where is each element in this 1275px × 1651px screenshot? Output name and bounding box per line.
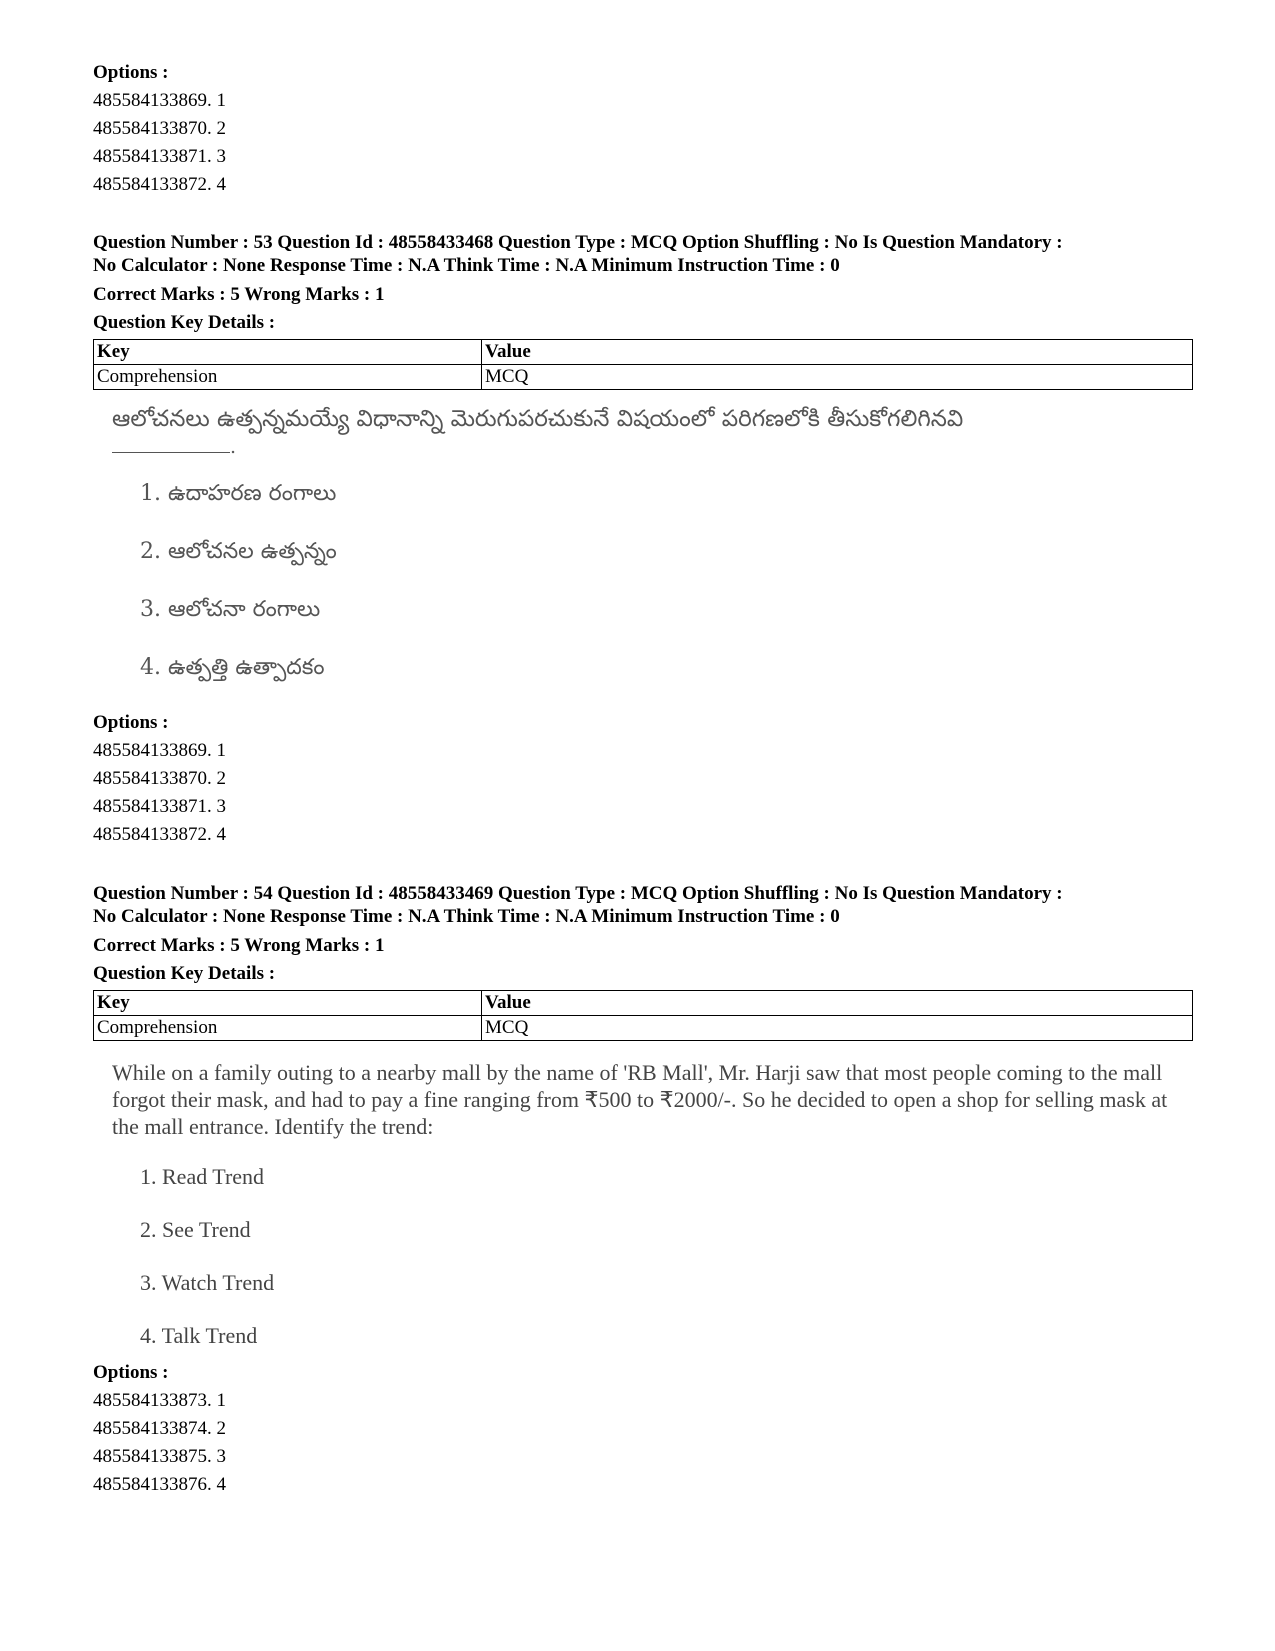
option-item: 485584133870. 2 [93, 118, 226, 139]
question-header-line1: Question Number : 54 Question Id : 48558433469 Question Type : MCQ Option Shuffling : No Is Question Mandatory : [93, 883, 1063, 904]
key-details-table [93, 339, 1193, 390]
key-details-label: Question Key Details : [93, 312, 276, 333]
marks-line: Correct Marks : 5 Wrong Marks : 1 [93, 935, 385, 956]
choice-item: 4. ఉత్పత్తి ఉత్పాదకం [140, 655, 325, 680]
table-cell-key: Comprehension [94, 1016, 482, 1041]
options-heading: Options : [93, 62, 169, 83]
question-stem: While on a family outing to a nearby mall by the name of 'RB Mall', Mr. Harji saw that most people coming to the mall forgot their mask, and had to pay a fine ranging from ₹500 to ₹2000/-. So he decided to open a shop for selling mask at the mall entrance. Identify the trend: [112, 1060, 1168, 1139]
table-header-key: Key [94, 340, 482, 365]
option-item: 485584133871. 3 [93, 146, 226, 167]
table-header-value: Value [482, 340, 1193, 365]
answer-blank [112, 434, 230, 453]
option-item: 485584133870. 2 [93, 768, 226, 789]
question-header-line1: Question Number : 53 Question Id : 48558433468 Question Type : MCQ Option Shuffling : No Is Question Mandatory : [93, 232, 1063, 253]
question-54-options [93, 1359, 1193, 1499]
option-item: 485584133871. 3 [93, 796, 226, 817]
option-item: 485584133876. 4 [93, 1474, 226, 1495]
key-details-table [93, 990, 1193, 1041]
choice-item: 4. Talk Trend [140, 1323, 258, 1348]
question-content [112, 1059, 1193, 1366]
question-stem: ఆలోచనలు ఉత్పన్నమయ్యే విధానాన్ని మెరుగుపరచుకునే విషయంలో పరిగణలోకి తీసుకోగలిగినవి [112, 406, 964, 432]
question-content: ఆలోచనలు ఉత్పన్నమయ్యే విధానాన్ని మెరుగుపరచుకునే విషయంలో పరిగణలోకి తీసుకోగలిగినవి . 1. ఉదాహరణ రంగాలు 2. ఆలోచనల ఉత్పన్నం 3. ఆలోచనా రంగాలు 4. ఉత్పత్తి ఉత్పాదకం [112, 404, 1193, 706]
table-row [94, 340, 1193, 365]
table-cell-key: Comprehension [94, 365, 482, 390]
question-53-block [93, 231, 1193, 706]
choice-item: 1. ఉదాహరణ రంగాలు [140, 481, 337, 506]
choice-item: 2. ఆలోచనల ఉత్పన్నం [140, 539, 337, 564]
option-item: 485584133872. 4 [93, 174, 226, 195]
table-cell-value: MCQ [482, 365, 1193, 390]
marks-line: Correct Marks : 5 Wrong Marks : 1 [93, 284, 385, 305]
option-item: 485584133872. 4 [93, 824, 226, 845]
choice-item: 3. ఆలోచనా రంగాలు [140, 597, 321, 622]
table-cell-value: MCQ [482, 1016, 1193, 1041]
question-54-block [93, 882, 1193, 1366]
question-53-options [93, 709, 1193, 849]
table-header-value: Value [482, 991, 1193, 1016]
question-header-line2: No Calculator : None Response Time : N.A Think Time : N.A Minimum Instruction Time : 0 [93, 255, 840, 276]
question-header-line2: No Calculator : None Response Time : N.A Think Time : N.A Minimum Instruction Time : 0 [93, 906, 840, 927]
key-details-label: Question Key Details : [93, 963, 276, 984]
table-row [94, 991, 1193, 1016]
choice-item: 2. See Trend [140, 1217, 251, 1242]
option-item: 485584133869. 1 [93, 90, 226, 111]
top-options-block [93, 59, 1193, 199]
choice-item: 3. Watch Trend [140, 1270, 275, 1295]
table-row [94, 365, 1193, 390]
option-item: 485584133873. 1 [93, 1390, 226, 1411]
options-heading: Options : [93, 712, 169, 733]
choice-item: 1. Read Trend [140, 1164, 265, 1189]
option-item: 485584133874. 2 [93, 1418, 226, 1439]
option-item: 485584133875. 3 [93, 1446, 226, 1467]
option-item: 485584133869. 1 [93, 740, 226, 761]
options-heading: Options : [93, 1362, 169, 1383]
table-row [94, 1016, 1193, 1041]
table-header-key: Key [94, 991, 482, 1016]
